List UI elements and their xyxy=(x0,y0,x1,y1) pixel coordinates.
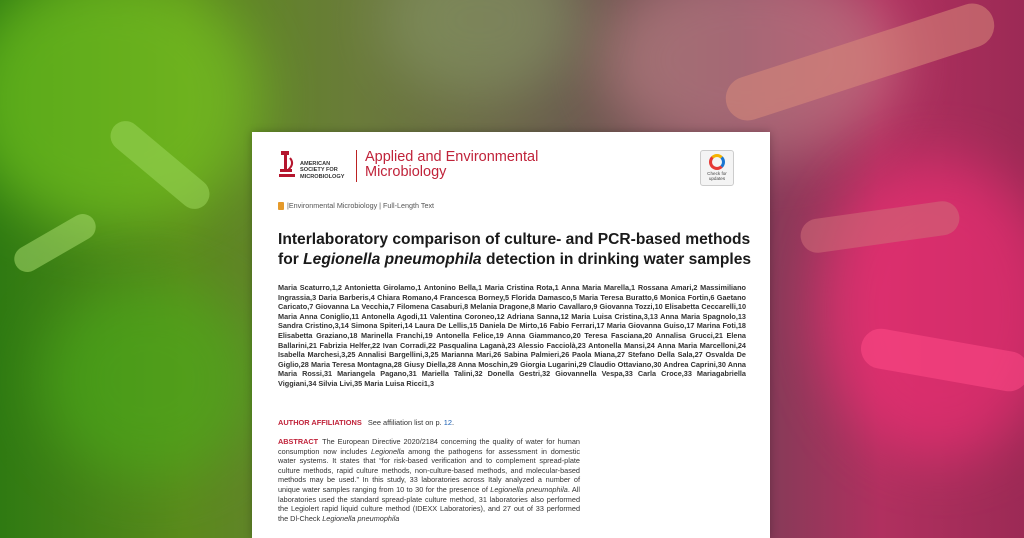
check-updates-label: Check for updates xyxy=(707,171,727,181)
author-affiliations xyxy=(278,418,454,427)
abstract-organism-1: Legionella xyxy=(371,446,405,456)
article-first-page xyxy=(252,132,770,538)
abstract-organism-3: Legionella pneumophila xyxy=(322,513,400,523)
abstract-label: ABSTRACT xyxy=(278,437,319,446)
section-separator-2: | xyxy=(379,201,382,210)
logo-divider xyxy=(356,150,357,182)
check-updates-icon xyxy=(709,154,725,170)
asm-logo-icon xyxy=(278,150,296,180)
abstract xyxy=(278,437,580,523)
title-text-1: Interlaboratory comparison of culture- and PCR-based methods for xyxy=(278,231,751,268)
journal-title: Applied and Environmental Microbiology xyxy=(365,149,539,180)
abstract-text-3: . All laboratories used the standard spread-plate culture method, 31 laboratories also performed the Legiolert rapid liquid culture method (IDEXX Laboratories), and 27 out of 33 performed the Dl-Check xyxy=(278,484,580,523)
section-separator: | xyxy=(287,201,289,210)
abstract-text-2: among the pathogens for assessment in domestic water systems. It states that “for risk-based verification and to complement spread-plate culture methods, rapid culture methods, non-culture-based methods, and molecular-based methods may be used.” In this study, 33 laboratories across Italy analyzed a number of unique water samples ranging from 10 to 30 for the presence of xyxy=(278,446,580,494)
article-section-line xyxy=(278,201,434,210)
affiliations-label: AUTHOR AFFILIATIONS xyxy=(278,418,362,427)
title-organism: Legionella pneumophila xyxy=(303,251,482,268)
check-for-updates-button[interactable] xyxy=(700,150,734,186)
abstract-organism-2: Legionella pneumophila xyxy=(490,484,568,494)
journal-header xyxy=(278,150,565,182)
section-type: Full-Length Text xyxy=(383,201,435,210)
open-access-icon xyxy=(278,202,284,210)
abstract-text-1: The European Directive 2020/2184 concerning the quality of water for human consumption now includes xyxy=(278,437,580,456)
section-category: Environmental Microbiology xyxy=(288,201,378,210)
title-text-2: detection in drinking water samples xyxy=(481,251,752,268)
affiliation-page-link: 12 xyxy=(443,418,452,427)
article-title xyxy=(278,230,758,270)
society-name: AMERICAN SOCIETY FOR MICROBIOLOGY xyxy=(300,161,345,180)
author-list: Maria Scaturro,1,2 Antonietta Girolamo,1 Antonino Bella,1 Maria Cristina Rota,1 Anna Maria Marella,1 Rossana Amari,2 Massimiliano Ingrassia,3 Daria Barberis,4 Chiara Romano,4 Francesca Borney,5 Florida Damasco,5 Maria Teresa Buratto,6 Monica Fortin,6 Gaetano Caricato,7 Giovanna La Vecchia,7 Filomena Casaburi,8 Melania Dragone,8 Mario Cavallaro,9 Giovanna Tozzi,10 Elisabetta Ceccarelli,10 Maria Anna Coniglio,11 Antonella Agodi,11 Valentina Coroneo,12 Adriana Sanna,12 Maria Luisa Cristina,3,13 Anna Maria Spagnolo,13 Sandra Cristino,3,14 Simona Spiteri,14 Laura De Lellis,15 Daniela De Mirto,16 Fabio Ferrari,17 Maria Giovanna Guiso,17 Marina Foti,18 Elisabetta Graziano,18 Marinella Franchi,19 Antonella Felice,19 Anna Giammanco,20 Teresa Fasciana,20 Annalisa Grucci,21 Elena Ballarini,21 Fabrizia Helfer,22 Ivan Corradi,22 Pasqualina Laganà,23 Alessio Facciolà,23 Antonella Mansi,24 Anna Maria Marcelloni,24 Isabella Marchesi,3,25 Annalisi Bargellini,3,25 Marianna Mari,26 Sabina Palmieri,26 Paola Miana,27 Stefano Della Sala,27 Osvalda De Giglio,28 Maria Teresa Montagna,28 Giusy Diella,28 Anna Moschin,29 Giorgia Lugarini,29 Claudio Ottaviano,30 Andrea Caprini,30 Anna Maria Rossi,31 Mariangela Pagano,31 Mariella Talini,32 Donella Gestri,32 Giovannella Vespa,33 Carla Croce,33 Mariagabriella Viggiani,34 Silvia Livi,35 Maria Luisa Ricci1,3 xyxy=(278,283,746,388)
affiliation-link[interactable]: See affiliation list on p. 12. xyxy=(367,418,454,427)
